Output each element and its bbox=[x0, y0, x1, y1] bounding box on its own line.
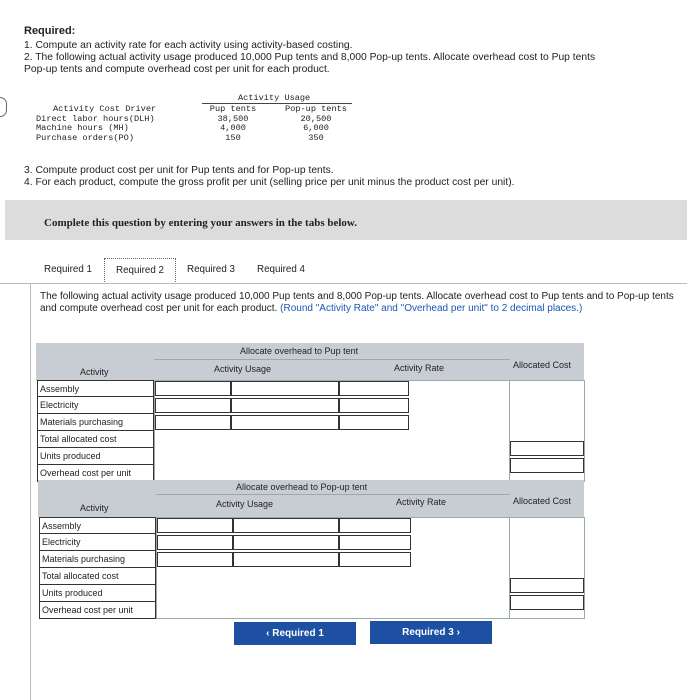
pup-col-rate: Activity Rate bbox=[394, 363, 445, 373]
pop-assembly-usage-input[interactable] bbox=[157, 518, 233, 533]
tab-required-1[interactable]: Required 1 bbox=[36, 258, 100, 282]
pop-col-rate: Activity Rate bbox=[396, 497, 447, 507]
tab-required-3[interactable]: Required 3 bbox=[178, 258, 244, 282]
usage-pup-value: 4,000 bbox=[220, 123, 246, 134]
next-button-label: Required 3 bbox=[402, 627, 454, 638]
pop-row-assembly: Assembly bbox=[39, 517, 156, 534]
pup-row-materials: Materials purchasing bbox=[37, 414, 154, 431]
pup-header-rule bbox=[154, 359, 510, 360]
chevron-left-icon: ‹ bbox=[266, 628, 270, 639]
pup-materials-driver-input[interactable] bbox=[231, 415, 339, 430]
pup-electricity-driver-input[interactable] bbox=[231, 398, 339, 413]
next-button[interactable] bbox=[370, 621, 492, 644]
usage-driver-row: Purchase orders(PO) bbox=[36, 132, 134, 143]
pop-materials-usage-input[interactable] bbox=[157, 552, 233, 567]
pup-assembly-driver-input[interactable] bbox=[231, 381, 339, 396]
pup-row-assembly: Assembly bbox=[37, 380, 154, 397]
pup-row-units: Units produced bbox=[37, 448, 154, 465]
pop-row-materials: Materials purchasing bbox=[39, 551, 156, 568]
required-heading: Required: bbox=[24, 25, 76, 37]
pup-col-usage: Activity Usage bbox=[214, 364, 272, 374]
pup-row-electricity: Electricity bbox=[37, 397, 154, 414]
pop-section-title: Allocate overhead to Pop-up tent bbox=[236, 482, 368, 492]
pup-total-alloc-input[interactable] bbox=[510, 441, 584, 456]
pop-materials-rate-input[interactable] bbox=[339, 552, 411, 567]
usage-pop-value: 20,500 bbox=[300, 113, 332, 124]
usage-pop-value: 6,000 bbox=[303, 123, 329, 134]
requirement-3: 3. Compute product cost per unit for Pup tents and for Pop-up tents. bbox=[24, 165, 334, 176]
requirement-2: 2. The following actual activity usage produced 10,000 Pup tents and 8,000 Pop-up tents. Allocate overhead cost to Pup tents bbox=[24, 52, 596, 63]
requirement-4: 4. For each product, compute the gross profit per unit (selling price per unit minus the product cost per unit). bbox=[24, 177, 515, 188]
tab-required-4[interactable]: Required 4 bbox=[248, 258, 314, 282]
pop-electricity-rate-input[interactable] bbox=[339, 535, 411, 550]
usage-driver-row: Machine hours (MH) bbox=[36, 123, 129, 134]
pop-col-alloc: Allocated Cost bbox=[513, 496, 572, 506]
usage-driver-column bbox=[36, 105, 156, 143]
pup-col-alloc: Allocated Cost bbox=[513, 360, 572, 370]
pop-total-alloc-input[interactable] bbox=[510, 578, 584, 593]
pop-col-usage: Activity Usage bbox=[216, 499, 274, 509]
usage-driver-header: Activity Cost Driver bbox=[53, 104, 157, 114]
pop-col-activity: Activity bbox=[80, 503, 109, 513]
pup-electricity-usage-input[interactable] bbox=[155, 398, 231, 413]
usage-pop-column bbox=[282, 105, 350, 143]
pop-row-units: Units produced bbox=[39, 585, 156, 602]
pup-row-overhead: Overhead cost per unit bbox=[37, 465, 154, 482]
pop-assembly-rate-input[interactable] bbox=[339, 518, 411, 533]
requirement-2-cont: Pop-up tents and compute overhead cost per unit for each product. bbox=[24, 64, 330, 75]
pup-assembly-usage-input[interactable] bbox=[155, 381, 231, 396]
pop-row-overhead: Overhead cost per unit bbox=[39, 602, 156, 619]
pop-electricity-usage-input[interactable] bbox=[157, 535, 233, 550]
usage-group-header: Activity Usage bbox=[238, 93, 311, 103]
prev-button-label: Required 1 bbox=[272, 628, 324, 639]
pup-materials-rate-input[interactable] bbox=[339, 415, 409, 430]
usage-pop-value: 350 bbox=[308, 132, 324, 143]
pup-units-input[interactable] bbox=[510, 458, 584, 473]
usage-pup-value: 38,500 bbox=[217, 113, 249, 124]
pup-row-total: Total allocated cost bbox=[37, 431, 154, 448]
usage-pup-column bbox=[205, 105, 261, 143]
pup-materials-usage-input[interactable] bbox=[155, 415, 231, 430]
pop-header-rule bbox=[156, 494, 510, 495]
pop-assembly-driver-input[interactable] bbox=[233, 518, 339, 533]
pop-units-input[interactable] bbox=[510, 595, 584, 610]
side-collapse-handle[interactable] bbox=[0, 97, 7, 117]
pop-row-electricity: Electricity bbox=[39, 534, 156, 551]
tab-required-2[interactable]: Required 2 bbox=[104, 258, 176, 284]
instruction-text: The following actual activity usage produced 10,000 Pup tents and 8,000 Pop-up tents. Allocate overhead cost to Pup tents and to Pop-up tents and compute overhead cost per unit for each product. bbox=[40, 291, 674, 314]
usage-pop-header: Pop-up tents bbox=[285, 104, 347, 114]
pup-col-activity: Activity bbox=[80, 367, 109, 377]
pop-row-total: Total allocated cost bbox=[39, 568, 156, 585]
usage-pup-header: Pup tents bbox=[209, 104, 257, 114]
prev-button[interactable] bbox=[234, 622, 356, 645]
pup-electricity-rate-input[interactable] bbox=[339, 398, 409, 413]
rounding-note: (Round "Activity Rate" and "Overhead per unit" to 2 decimal places.) bbox=[280, 303, 583, 314]
pop-materials-driver-input[interactable] bbox=[233, 552, 339, 567]
pop-electricity-driver-input[interactable] bbox=[233, 535, 339, 550]
requirement-1: 1. Compute an activity rate for each activity using activity-based costing. bbox=[24, 40, 353, 51]
pup-section-title: Allocate overhead to Pup tent bbox=[240, 346, 359, 356]
panel-instruction: Complete this question by entering your answers in the tabs below. bbox=[44, 217, 358, 229]
tab-instruction bbox=[40, 291, 685, 315]
pup-assembly-rate-input[interactable] bbox=[339, 381, 409, 396]
usage-pup-value: 150 bbox=[225, 132, 241, 143]
usage-driver-row: Direct labor hours(DLH) bbox=[36, 113, 155, 124]
chevron-right-icon: › bbox=[456, 627, 460, 638]
